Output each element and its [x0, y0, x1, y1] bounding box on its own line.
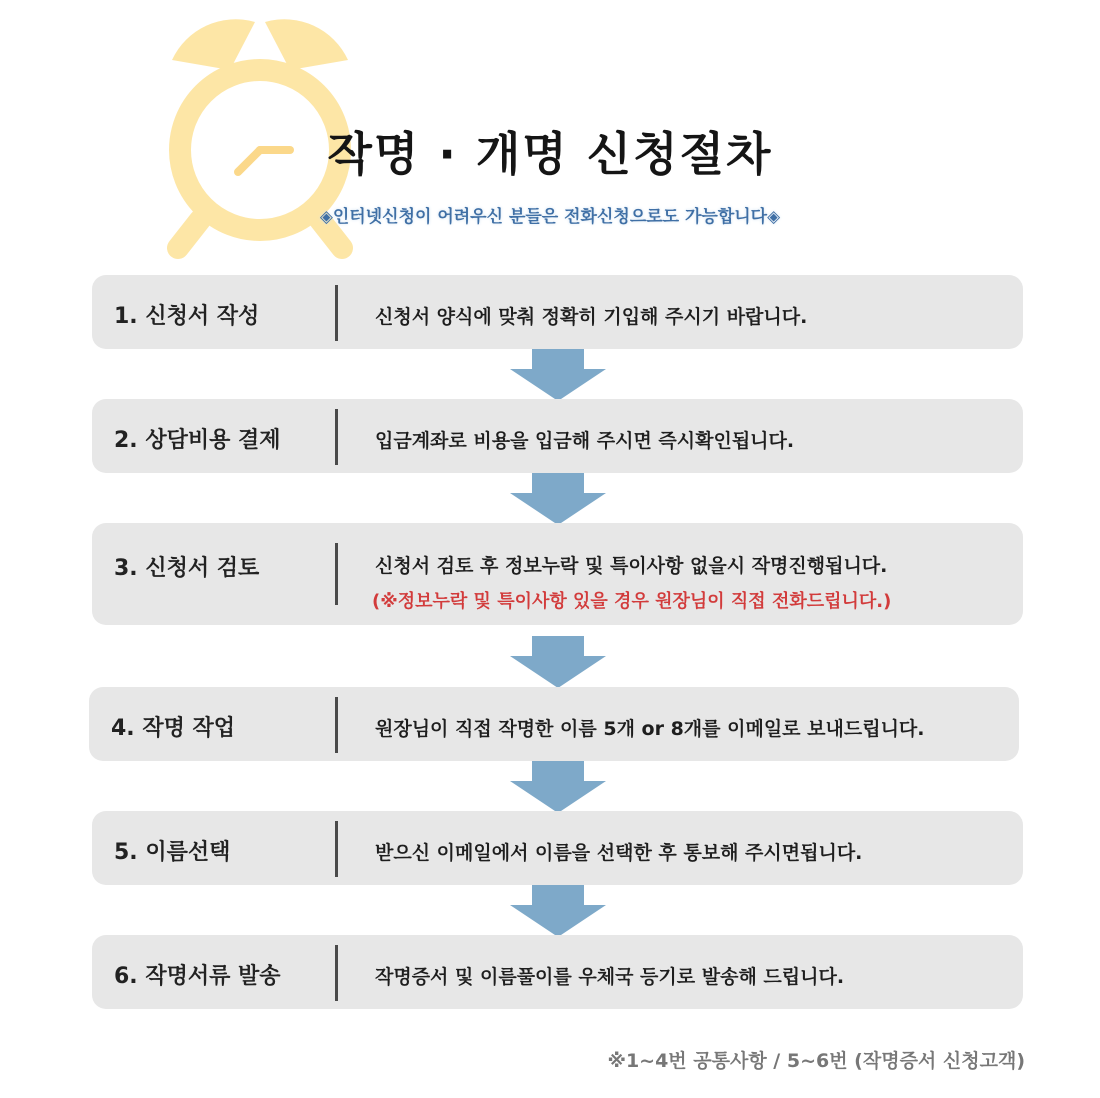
step-divider	[335, 285, 338, 341]
step-description: 작명증서 및 이름풀이를 우체국 등기로 발송해 드립니다.	[375, 966, 845, 988]
step-description: 원장님이 직접 작명한 이름 5개 or 8개를 이메일로 보내드립니다.	[375, 718, 925, 740]
step-box-5	[92, 811, 1023, 885]
down-arrow-icon	[510, 473, 606, 525]
page-title: 작명 · 개명 신청절차	[327, 127, 773, 181]
step-box-4	[89, 687, 1019, 761]
step-label: 5. 이름선택	[114, 840, 231, 865]
footnote: ※1~4번 공통사항 / 5~6번 (작명증서 신청고객)	[607, 1050, 1025, 1072]
page-subtitle: ◈인터넷신청이 어려우신 분들은 전화신청으로도 가능합니다◈	[319, 207, 781, 227]
step-box-3	[92, 523, 1023, 625]
step-label: 1. 신청서 작성	[114, 304, 260, 329]
step-description: 입금계좌로 비용을 입금해 주시면 즉시확인됩니다.	[375, 430, 795, 452]
step-description: 받으신 이메일에서 이름을 선택한 후 통보해 주시면됩니다.	[375, 842, 863, 864]
step-description: 신청서 양식에 맞춰 정확히 기입해 주시기 바랍니다.	[375, 306, 808, 328]
step-label: 2. 상담비용 결제	[114, 428, 281, 453]
step-label: 4. 작명 작업	[111, 716, 235, 741]
down-arrow-icon	[510, 885, 606, 937]
step-divider	[335, 945, 338, 1001]
step-divider	[335, 821, 338, 877]
down-arrow-icon	[510, 761, 606, 813]
step-divider	[335, 697, 338, 753]
step-divider	[335, 543, 338, 605]
step-box-2	[92, 399, 1023, 473]
step-divider	[335, 409, 338, 465]
step-note: (※정보누락 및 특이사항 있을 경우 원장님이 직접 전화드립니다.)	[372, 591, 892, 612]
step-label: 6. 작명서류 발송	[114, 964, 281, 989]
step-description: 신청서 검토 후 정보누락 및 특이사항 없을시 작명진행됩니다.	[375, 555, 888, 577]
step-box-6	[92, 935, 1023, 1009]
down-arrow-icon	[510, 636, 606, 688]
step-label: 3. 신청서 검토	[114, 556, 260, 581]
step-box-1	[92, 275, 1023, 349]
down-arrow-icon	[510, 349, 606, 401]
